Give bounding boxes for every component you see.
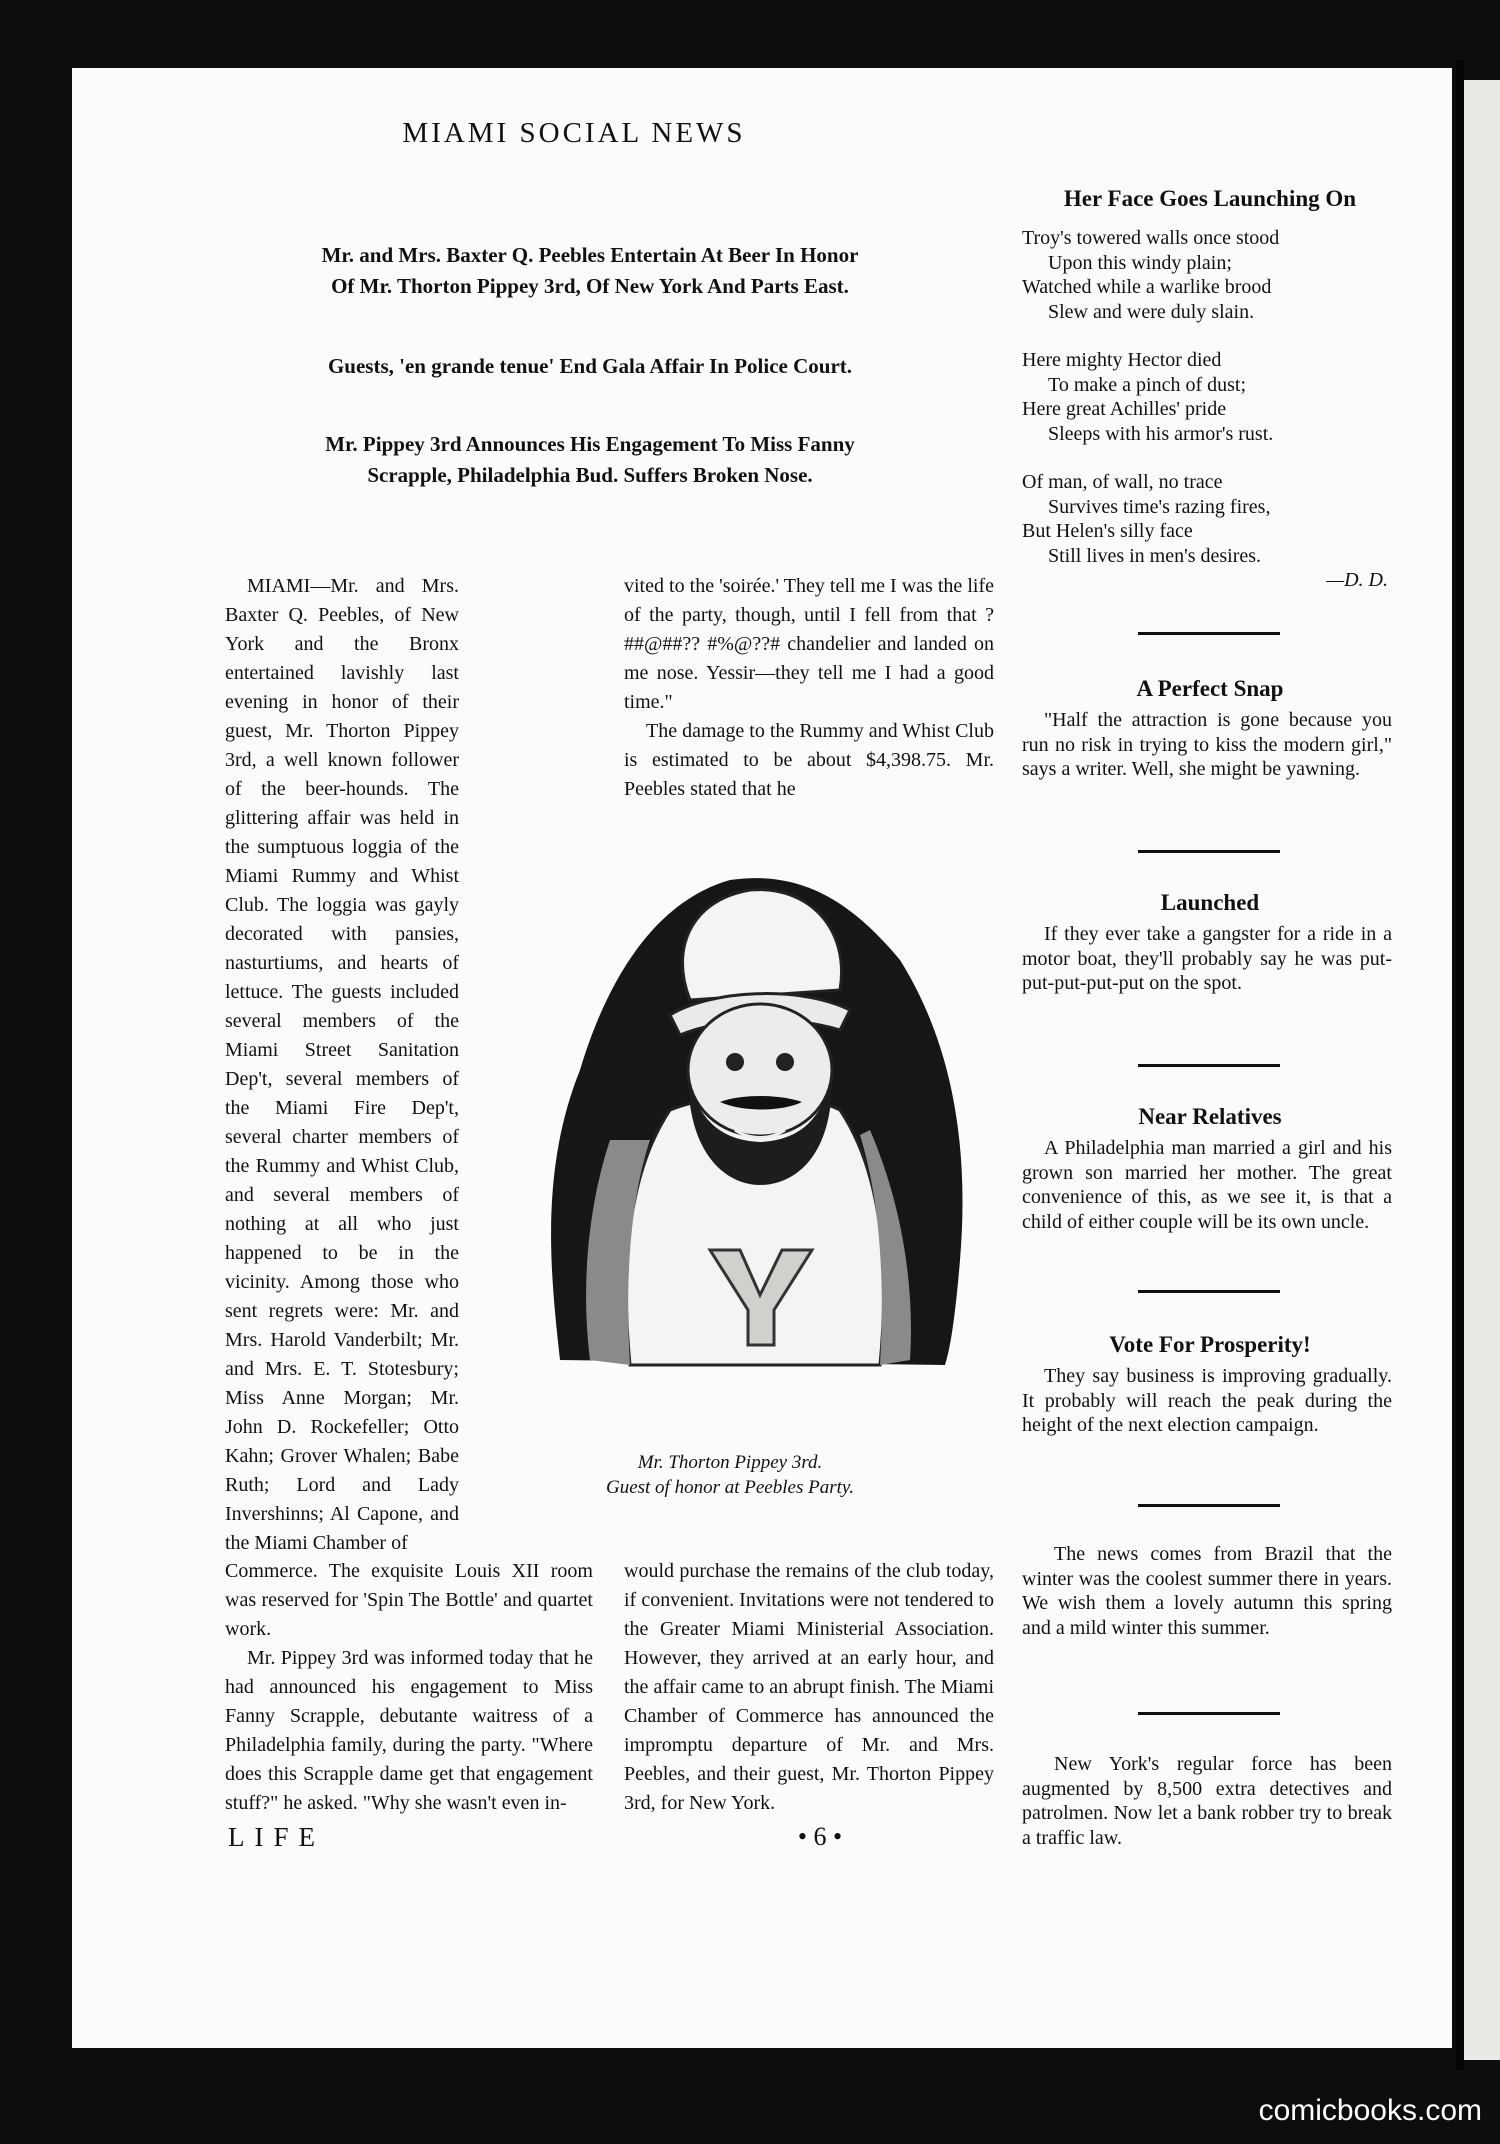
poem-line: Troy's towered walls once stood: [1022, 227, 1280, 249]
poem-line: But Helen's silly face: [1022, 520, 1193, 542]
poem-signature: —D. D.: [1326, 569, 1388, 591]
divider-rule: [1138, 1712, 1280, 1715]
site-watermark: comicbooks.com: [1258, 2094, 1482, 2127]
filler-title-vote-for-prosperity: Vote For Prosperity!: [1109, 1332, 1311, 1357]
article-col1-bottom: [225, 1557, 593, 1818]
col2-bottom-text: would purchase the remains of the club today, if convenient. Invitations were not tendered to the Greater Miami Ministerial Association. However, they arrived at an early hour, and the affair came to an abrupt finish. The Miami Chamber of Commerce has announced the impromptu departure of Mr. and Mrs. Peebles, and their guest, Mr. Thorton Pippey 3rd, for New York.: [624, 1560, 994, 1814]
filler-title-launched: Launched: [1160, 890, 1260, 915]
article-col2-top: [624, 572, 994, 804]
poem-line: Survives time's razing fires,: [1048, 495, 1271, 518]
illustration-caption: [560, 1450, 900, 1500]
subhead-1: Mr. and Mrs. Baxter Q. Peebles Entertain At Beer In Honor Of Mr. Thorton Pippey 3rd, Of New York And Parts East.: [321, 243, 859, 298]
filler-text-launched: If they ever take a gangster for a ride in a motor boat, they'll probably say he was put-put-put-put-put on the spot.: [1022, 923, 1392, 994]
col1-top-text: MIAMI—Mr. and Mrs. Baxter Q. Peebles, of New York and the Bronx entertained lavishly last evening in honor of their guest, Mr. Thorton Pippey 3rd, a well known follower of the beer-hounds. The glittering affair was held in the sumptuous loggia of the Miami Rummy and Whist Club. The loggia was gayly decorated with pansies, nasturtiums, and hearts of lettuce. The guests included several members of the Miami Street Sanitation Dep't, several members of the Miami Fire Dep't, several charter members of the Rummy and Whist Club, and several members of nothing at all who just happened to be in the vicinity. Among those who sent regrets were: Mr. and Mrs. Harold Vanderbilt; Mr. and Mrs. E. T. Stotesbury; Miss Anne Morgan; Mr. John D. Rockefeller; Otto Kahn; Grover Whalen; Babe Ruth; Lord and Lady Invershinns; Al Capone, and the Miami Chamber of: [225, 575, 459, 1554]
col2-top-para2: The damage to the Rummy and Whist Club is estimated to be about $4,398.75. Mr. Peebles stated that he: [624, 720, 994, 800]
caption-line-2: Guest of honor at Peebles Party.: [605, 1477, 855, 1498]
poem-line: Still lives in men's desires.: [1048, 544, 1262, 567]
filler-text-perfect-snap: "Half the attraction is gone because you run no risk in trying to kiss the modern girl," says a writer. Well, she might be yawning.: [1022, 709, 1392, 780]
poem-stanza-3: [1022, 470, 1402, 568]
page-number: • 6 •: [797, 1822, 843, 1851]
divider-rule: [1138, 1064, 1280, 1067]
poem-line: Here mighty Hector died: [1022, 349, 1222, 371]
poem-line: Of man, of wall, no trace: [1022, 471, 1223, 493]
filler-text-near-relatives: A Philadelphia man married a girl and his grown son married her mother. The great convenience of this, as we see it, is that a child of either couple will be its own uncle.: [1022, 1137, 1392, 1233]
magazine-name: LIFE: [228, 1822, 325, 1852]
divider-rule: [1138, 850, 1280, 853]
poem-line: Slew and were duly slain.: [1048, 300, 1255, 323]
poem-stanza-2: [1022, 348, 1402, 446]
filler-text-brazil: The news comes from Brazil that the winter was the coolest summer there in years. We wish them a lovely autumn this spring and a mild winter this summer.: [1022, 1543, 1392, 1639]
caption-line-1: Mr. Thorton Pippey 3rd.: [637, 1452, 823, 1473]
divider-rule: [1138, 1504, 1280, 1507]
poem-line: Here great Achilles' pride: [1022, 398, 1227, 420]
divider-rule: [1138, 632, 1280, 635]
article-col2-bottom: [624, 1557, 994, 1818]
pippey-illustration: [520, 840, 990, 1380]
filler-text-vote-for-prosperity: They say business is improving gradually. It probably will reach the peak during the height of the next election campaign.: [1022, 1365, 1392, 1436]
filler-title-perfect-snap: A Perfect Snap: [1136, 676, 1284, 701]
filler-text-new-york-force: New York's regular force has been augmented by 8,500 extra detectives and patrolmen. Now let a bank robber try to break a traffic law.: [1022, 1753, 1392, 1849]
poem-title: Her Face Goes Launching On: [1063, 186, 1357, 211]
col1-bottom-para2: Mr. Pippey 3rd was informed today that he had announced his engagement to Miss Fanny Scrapple, debutante waitress of a Philadelphia family, during the party. "Where does this Scrapple dame get that engagement stuff?" he asked. "Why she wasn't even in-: [225, 1647, 593, 1814]
filler-title-near-relatives: Near Relatives: [1138, 1104, 1282, 1129]
subhead-3: Mr. Pippey 3rd Announces His Engagement To Miss Fanny Scrapple, Philadelphia Bud. Suffers Broken Nose.: [325, 432, 855, 487]
poem-stanza-1: [1022, 226, 1402, 324]
subhead-2: Guests, 'en grande tenue' End Gala Affair In Police Court.: [327, 354, 853, 378]
poem-line: Watched while a warlike brood: [1022, 276, 1272, 298]
poem-line: Upon this windy plain;: [1048, 251, 1232, 274]
divider-rule: [1138, 1290, 1280, 1293]
poem-line: To make a pinch of dust;: [1048, 373, 1246, 396]
poem-body: [1022, 226, 1402, 593]
poem-line: Sleeps with his armor's rust.: [1048, 422, 1274, 445]
article-title: MIAMI SOCIAL NEWS: [402, 117, 746, 149]
col1-bottom-para1: Commerce. The exquisite Louis XII room was reserved for 'Spin The Bottle' and quartet work.: [225, 1560, 593, 1640]
col2-top-para1: vited to the 'soirée.' They tell me I was the life of the party, though, until I fell from that ?##@##?? #%@??# chandelier and landed on me nose. Yessir—they tell me I had a good time.": [624, 575, 994, 713]
